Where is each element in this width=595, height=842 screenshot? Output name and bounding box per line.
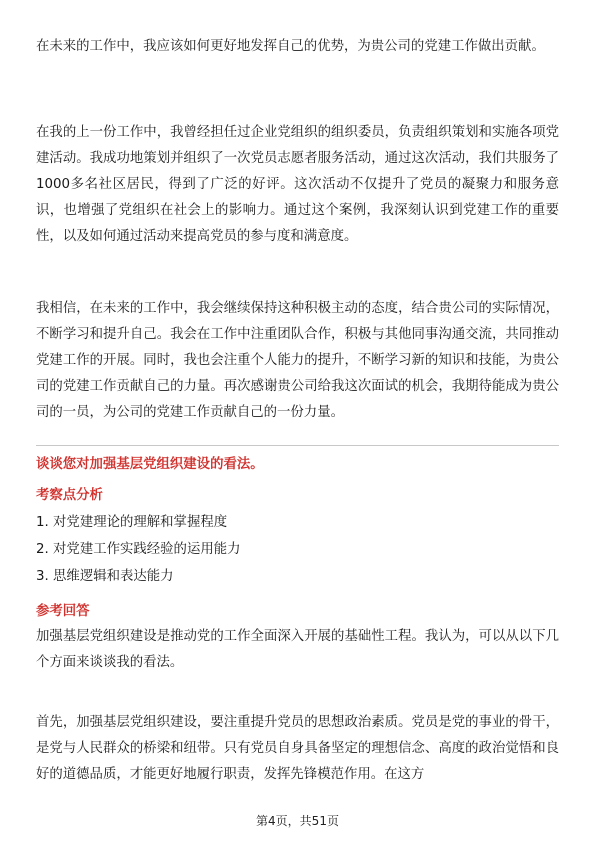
answer-paragraph-2: 首先，加强基层党组织建设，要注重提升党员的思想政治素质。党员是党的事业的骨干，是党与人民群众的桥梁和纽带。只有党员自身具备坚定的理想信念、高度的政治觉悟和良好的道德品质，才能更好地履行职责，发挥先锋模范作用。在这方 xyxy=(36,715,559,782)
question-title: 谈谈您对加强基层党组织建设的看法。 xyxy=(36,457,264,472)
answer-paragraph-1: 加强基层党组织建设是推动党的工作全面深入开展的基础性工程。我认为，可以从以下几个方面来谈谈我的看法。 xyxy=(36,629,559,670)
analysis-item: 1. 对党建理论的理解和掌握程度 xyxy=(36,515,228,530)
analysis-heading: 考察点分析 xyxy=(36,488,103,503)
intro-paragraph-2: 在我的上一份工作中，我曾经担任过企业党组织的组织委员，负责组织策划和实施各项党建活动。我成功地策划并组织了一次党员志愿者服务活动，通过这次活动，我们共服务了1000多名社区居民，得到了广泛的好评。这次活动不仅提升了党员的凝聚力和服务意识，也增强了党组织在社会上的影响力。通过这个案例，我深刻认识到党建工作的重要性，以及如何通过活动来提高党员的参与度和满意度。 xyxy=(36,125,559,244)
analysis-item: 3. 思维逻辑和表达能力 xyxy=(36,569,174,584)
page-number: 第4页，共51页 xyxy=(256,814,339,828)
section-divider xyxy=(36,445,559,446)
intro-paragraph-1: 在未来的工作中，我应该如何更好地发挥自己的优势，为贵公司的党建工作做出贡献。 xyxy=(36,39,545,54)
answer-heading: 参考回答 xyxy=(36,604,90,619)
analysis-item: 2. 对党建工作实践经验的运用能力 xyxy=(36,542,241,557)
intro-paragraph-3: 我相信，在未来的工作中，我会继续保持这种积极主动的态度，结合贵公司的实际情况，不断学习和提升自己。我会在工作中注重团队合作，积极与其他同事沟通交流，共同推动党建工作的开展。同时，我也会注重个人能力的提升，不断学习新的知识和技能，为贵公司的党建工作贡献自己的力量。再次感谢贵公司给我这次面试的机会，我期待能成为贵公司的一员，为公司的党建工作贡献自己的一份力量。 xyxy=(36,301,559,420)
